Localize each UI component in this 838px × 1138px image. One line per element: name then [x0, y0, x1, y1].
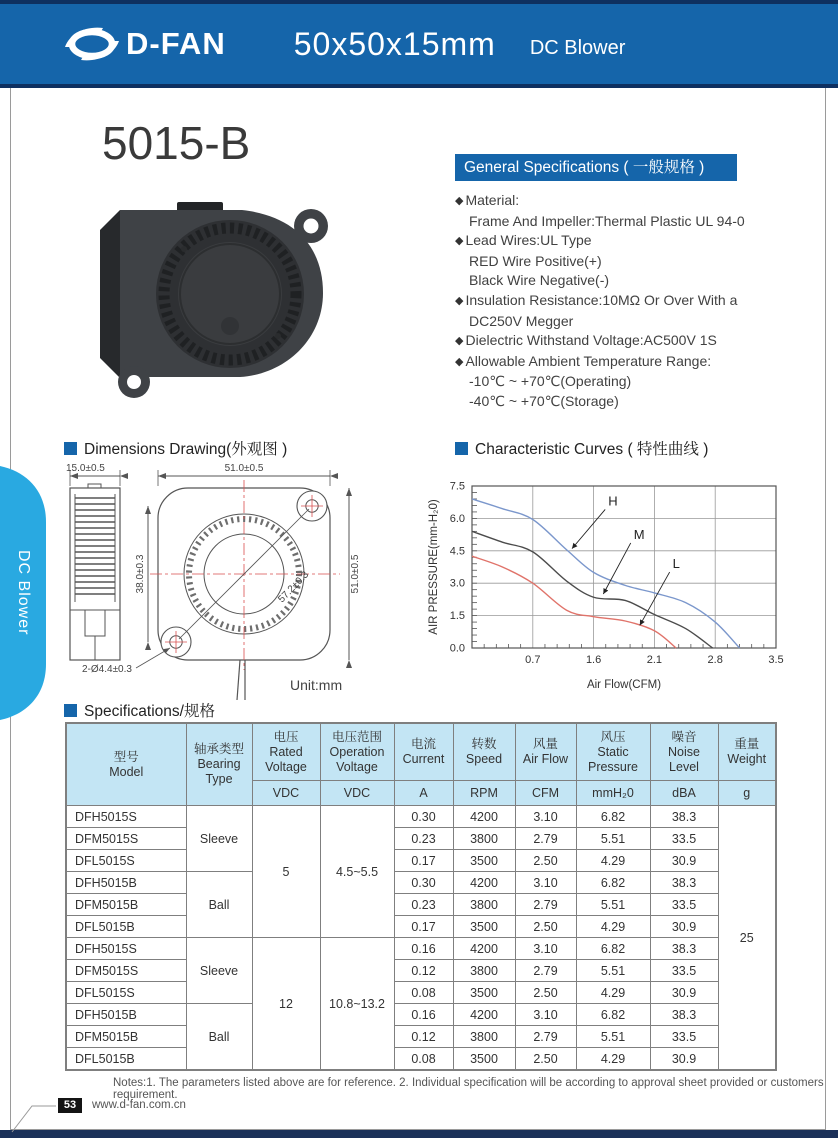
- cell-value: 3800: [453, 894, 515, 916]
- cell-value: 33.5: [650, 960, 718, 982]
- cell-value: 6.82: [576, 806, 650, 828]
- fan-size-title: 50x50x15mm: [293, 25, 496, 62]
- spec-item-text: Lead Wires:UL Type: [465, 232, 592, 249]
- cell-value: 3800: [453, 828, 515, 850]
- specifications-table: [65, 722, 777, 1071]
- cell-value: 33.5: [650, 828, 718, 850]
- brand-name: D-FAN: [126, 26, 226, 61]
- spec-item-text: -40℃ ~ +70℃(Storage): [469, 392, 619, 409]
- cell-value: 4200: [453, 938, 515, 960]
- section-dimensions: [64, 437, 287, 459]
- x-tick-label: 2.1: [646, 654, 663, 666]
- sidebar-tab-label: DC Blower: [15, 550, 32, 636]
- cell-value: 3.10: [515, 938, 576, 960]
- x-tick-label: 0.7: [525, 654, 541, 666]
- cell-value: Ball: [186, 1004, 252, 1071]
- cell-model: DFH5015S: [66, 938, 186, 960]
- col-header-weight: [718, 723, 776, 781]
- col-unit-current: A: [394, 781, 453, 806]
- col-header-zh: 电流: [410, 737, 436, 751]
- cell-value: 0.16: [394, 938, 453, 960]
- table-row: [66, 872, 776, 894]
- spec-item-text: -10℃ ~ +70℃(Operating): [469, 373, 632, 390]
- cell-model: DFM5015S: [66, 960, 186, 982]
- dim-front-height: 51.0±0.5: [350, 554, 361, 594]
- cell-value: 5.51: [576, 894, 650, 916]
- col-unit-operation-voltage: VDC: [320, 781, 394, 806]
- spec-item: [455, 291, 795, 312]
- col-header-en: Noise Level: [668, 744, 700, 774]
- col-header-en: Operation Voltage: [329, 744, 385, 774]
- cell-value: 0.17: [394, 916, 453, 938]
- table-row: [66, 828, 776, 850]
- cell-value: 3500: [453, 982, 515, 1004]
- spec-item-text: DC250V Megger: [469, 312, 574, 329]
- spec-item: [455, 191, 795, 212]
- table-row: [66, 806, 776, 828]
- col-unit-noise-level: dBA: [650, 781, 718, 806]
- table-row: [66, 1004, 776, 1026]
- cell-value: 0.23: [394, 828, 453, 850]
- cell-model: DFL5015B: [66, 1048, 186, 1071]
- cell-value: 6.82: [576, 938, 650, 960]
- y-axis-title: AIR PRESSURE(mm-H₂0): [428, 499, 440, 635]
- x-tick-label: 1.6: [585, 654, 602, 666]
- cell-model: DFM5015B: [66, 894, 186, 916]
- diamond-bullet-icon: ◆: [455, 294, 464, 307]
- spec-item: [455, 392, 795, 412]
- characteristic-curves-chart: [424, 466, 796, 698]
- cell-value: 33.5: [650, 894, 718, 916]
- col-header-en: Rated Voltage: [265, 744, 307, 774]
- spec-item-text: Insulation Resistance:10MΩ Or Over With a: [465, 291, 738, 308]
- dim-inner-height: 38.0±0.3: [135, 554, 146, 594]
- cell-value: 38.3: [650, 938, 718, 960]
- spec-item-text: Black Wire Negative(-): [469, 272, 610, 289]
- y-tick-label: 7.5: [449, 480, 465, 493]
- cell-value: 5.51: [576, 828, 650, 850]
- curve-label-arrow: [572, 509, 605, 548]
- spec-item: [455, 352, 795, 373]
- cell-model: DFM5015B: [66, 1026, 186, 1048]
- cell-value: 4200: [453, 806, 515, 828]
- table-row: [66, 1048, 776, 1071]
- cell-value: 30.9: [650, 982, 718, 1004]
- cell-value: 3500: [453, 1048, 515, 1071]
- dim-holes: 2-Ø4.4±0.3: [82, 664, 132, 675]
- spec-item: [455, 312, 795, 332]
- cell-value: 6.82: [576, 1004, 650, 1026]
- col-header-en: Bearing Type: [197, 757, 241, 786]
- table-row: [66, 938, 776, 960]
- section-dimensions-label: Dimensions Drawing(外观图 ): [84, 441, 288, 458]
- cell-model: DFM5015S: [66, 828, 186, 850]
- table-row: [66, 850, 776, 872]
- cell-model: DFH5015S: [66, 806, 186, 828]
- col-header-en: Current: [402, 752, 445, 766]
- product-photo: [80, 186, 345, 408]
- spec-item-text: Frame And Impeller:Thermal Plastic UL 94-0: [469, 212, 745, 229]
- table-row: [66, 982, 776, 1004]
- diamond-bullet-icon: ◆: [455, 235, 464, 248]
- col-header-static-pressure: [576, 723, 650, 781]
- section-curves: [455, 437, 708, 459]
- cell-value: Sleeve: [186, 806, 252, 872]
- col-header-zh: 电压范围: [331, 729, 382, 744]
- col-header-en: Model: [109, 764, 144, 779]
- cell-value: 38.3: [650, 806, 718, 828]
- cell-value: 30.9: [650, 1048, 718, 1071]
- col-unit-weight: g: [718, 781, 776, 806]
- cell-value: 3500: [453, 916, 515, 938]
- cell-value: 3.10: [515, 872, 576, 894]
- section-specifications: [64, 699, 215, 721]
- cell-value: 33.5: [650, 1026, 718, 1048]
- cell-value: 2.50: [515, 916, 576, 938]
- cell-value: 5.51: [576, 960, 650, 982]
- col-header-air-flow: [515, 723, 576, 781]
- y-tick-label: 1.5: [449, 610, 465, 623]
- col-unit-static-pressure: mmH₂0: [576, 781, 650, 806]
- col-header-zh: 电压: [273, 729, 299, 744]
- spec-item: [455, 271, 795, 291]
- cell-value: 4200: [453, 1004, 515, 1026]
- dim-diagonal: 57.2±0.3: [276, 569, 312, 606]
- spec-item-text: Dielectric Withstand Voltage:AC500V 1S: [465, 332, 717, 349]
- cell-value: 2.50: [515, 1048, 576, 1071]
- col-header-en: Air Flow: [522, 752, 569, 766]
- section-curves-label: Characteristic Curves ( 特性曲线 ): [475, 441, 709, 458]
- cell-value: 2.50: [515, 982, 576, 1004]
- col-header-zh: 重量: [734, 737, 760, 751]
- website-url: www.d-fan.com.cn: [92, 1099, 186, 1111]
- diamond-bullet-icon: ◆: [455, 355, 464, 368]
- cell-value: Ball: [186, 872, 252, 938]
- cell-model: DFL5015S: [66, 982, 186, 1004]
- plot-frame: [472, 486, 776, 648]
- cell-value: 12: [252, 938, 320, 1071]
- cell-value: 25: [718, 806, 776, 1071]
- model-title: 5015-B: [102, 117, 251, 169]
- table-row: [66, 894, 776, 916]
- spec-item: [455, 252, 795, 272]
- cell-value: Sleeve: [186, 938, 252, 1004]
- general-specs-list: [455, 191, 795, 412]
- dim-side-width: 15.0±0.5: [66, 463, 105, 474]
- y-tick-label: 6.0: [449, 512, 465, 525]
- col-header-zh: 风量: [532, 737, 558, 751]
- col-header-rated-voltage: [252, 723, 320, 781]
- cell-model: DFL5015B: [66, 916, 186, 938]
- table-header-row-1: [66, 723, 776, 781]
- col-header-zh: 风压: [600, 729, 626, 744]
- col-header-operation-voltage: [320, 723, 394, 781]
- cell-value: 3500: [453, 850, 515, 872]
- col-header-speed: [453, 723, 515, 781]
- curve-label-m: M: [633, 526, 645, 542]
- col-header-en: Weight: [727, 752, 767, 766]
- cell-value: 5: [252, 806, 320, 938]
- x-tick-label: 2.8: [707, 654, 723, 666]
- col-header-current: [394, 723, 453, 781]
- cell-value: 4200: [453, 872, 515, 894]
- cell-value: 10.8~13.2: [320, 938, 394, 1071]
- col-header-zh: 轴承类型: [193, 742, 244, 756]
- cell-value: 4.29: [576, 916, 650, 938]
- cell-value: 38.3: [650, 1004, 718, 1026]
- brand-logo: [62, 24, 226, 64]
- x-tick-label: 3.5: [768, 654, 784, 666]
- cell-value: 2.50: [515, 850, 576, 872]
- spec-item: [455, 231, 795, 252]
- cell-value: 0.23: [394, 894, 453, 916]
- cell-model: DFL5015S: [66, 850, 186, 872]
- blue-square-icon: [64, 442, 77, 455]
- cell-value: 0.08: [394, 982, 453, 1004]
- curve-label-h: H: [608, 493, 618, 509]
- col-unit-rated-voltage: VDC: [252, 781, 320, 806]
- cell-value: 4.29: [576, 850, 650, 872]
- col-header-zh: 型号: [113, 749, 139, 764]
- cell-value: 3800: [453, 1026, 515, 1048]
- y-tick-label: 3.0: [449, 577, 465, 590]
- cell-value: 0.30: [394, 806, 453, 828]
- cell-value: 0.08: [394, 1048, 453, 1071]
- diamond-bullet-icon: ◆: [455, 335, 464, 348]
- curve-l: [472, 556, 676, 648]
- col-header-bearing-type: [186, 723, 252, 806]
- cell-value: 2.79: [515, 960, 576, 982]
- col-header-model: [66, 723, 186, 806]
- cell-value: 2.79: [515, 828, 576, 850]
- general-specs-header: General Specifications ( 一般规格 ): [455, 154, 737, 181]
- cell-value: 0.12: [394, 960, 453, 982]
- curve-h: [472, 499, 740, 648]
- cell-value: 5.51: [576, 1026, 650, 1048]
- y-tick-label: 4.5: [449, 545, 465, 558]
- cell-value: 2.79: [515, 894, 576, 916]
- fan-swoosh-icon: [62, 24, 122, 64]
- drawing-unit-label: Unit:mm: [290, 677, 343, 693]
- col-header-zh: 转数: [471, 737, 497, 751]
- cell-value: 0.17: [394, 850, 453, 872]
- cell-value: 4.29: [576, 1048, 650, 1071]
- cell-value: 2.79: [515, 1026, 576, 1048]
- spec-item-text: Material:: [465, 192, 520, 208]
- cell-value: 30.9: [650, 916, 718, 938]
- blue-square-icon: [64, 704, 77, 717]
- cell-value: 4.5~5.5: [320, 806, 394, 938]
- cell-model: DFH5015B: [66, 1004, 186, 1026]
- col-unit-speed: RPM: [453, 781, 515, 806]
- col-unit-air-flow: CFM: [515, 781, 576, 806]
- cell-model: DFH5015B: [66, 872, 186, 894]
- product-type-title: DC Blower: [529, 36, 626, 59]
- spec-item: [455, 212, 795, 232]
- spec-item: [455, 331, 795, 352]
- dim-front-width: 51.0±0.5: [224, 463, 264, 474]
- cell-value: 3.10: [515, 806, 576, 828]
- curve-m: [472, 531, 713, 648]
- cell-value: 38.3: [650, 872, 718, 894]
- blue-square-icon: [455, 442, 468, 455]
- dimensions-drawing: [58, 460, 428, 702]
- bottom-bar: [0, 1130, 838, 1138]
- cell-value: 3.10: [515, 1004, 576, 1026]
- col-header-en: Static Pressure: [587, 744, 639, 774]
- diamond-bullet-icon: ◆: [455, 195, 464, 207]
- cell-value: 4.29: [576, 982, 650, 1004]
- spec-item: [455, 372, 795, 392]
- spec-item-text: RED Wire Positive(+): [469, 252, 602, 269]
- cell-value: 6.82: [576, 872, 650, 894]
- curve-label-l: L: [672, 556, 680, 572]
- sidebar-tab: [0, 448, 46, 738]
- table-row: [66, 960, 776, 982]
- y-tick-label: 0.0: [449, 642, 465, 655]
- col-header-noise-level: [650, 723, 718, 781]
- table-row: [66, 1026, 776, 1048]
- cell-value: 0.16: [394, 1004, 453, 1026]
- cell-value: 30.9: [650, 850, 718, 872]
- spec-item-text: Allowable Ambient Temperature Range:: [465, 352, 712, 369]
- notes: Notes:1. The parameters listed above are for reference. 2. Individual specification will be according to approval sheet provided or customers requirement.: [113, 1077, 824, 1101]
- col-header-zh: 噪音: [671, 729, 697, 744]
- page-header: [0, 0, 838, 88]
- cell-value: 0.30: [394, 872, 453, 894]
- section-specifications-label: Specifications/规格: [84, 703, 215, 720]
- table-row: [66, 916, 776, 938]
- x-axis-title: Air Flow(CFM): [586, 679, 662, 691]
- footer-corner-line: [8, 1096, 68, 1136]
- cell-value: 3800: [453, 960, 515, 982]
- cell-value: 0.12: [394, 1026, 453, 1048]
- page-number-badge: 53: [58, 1098, 82, 1113]
- col-header-en: Speed: [465, 752, 503, 766]
